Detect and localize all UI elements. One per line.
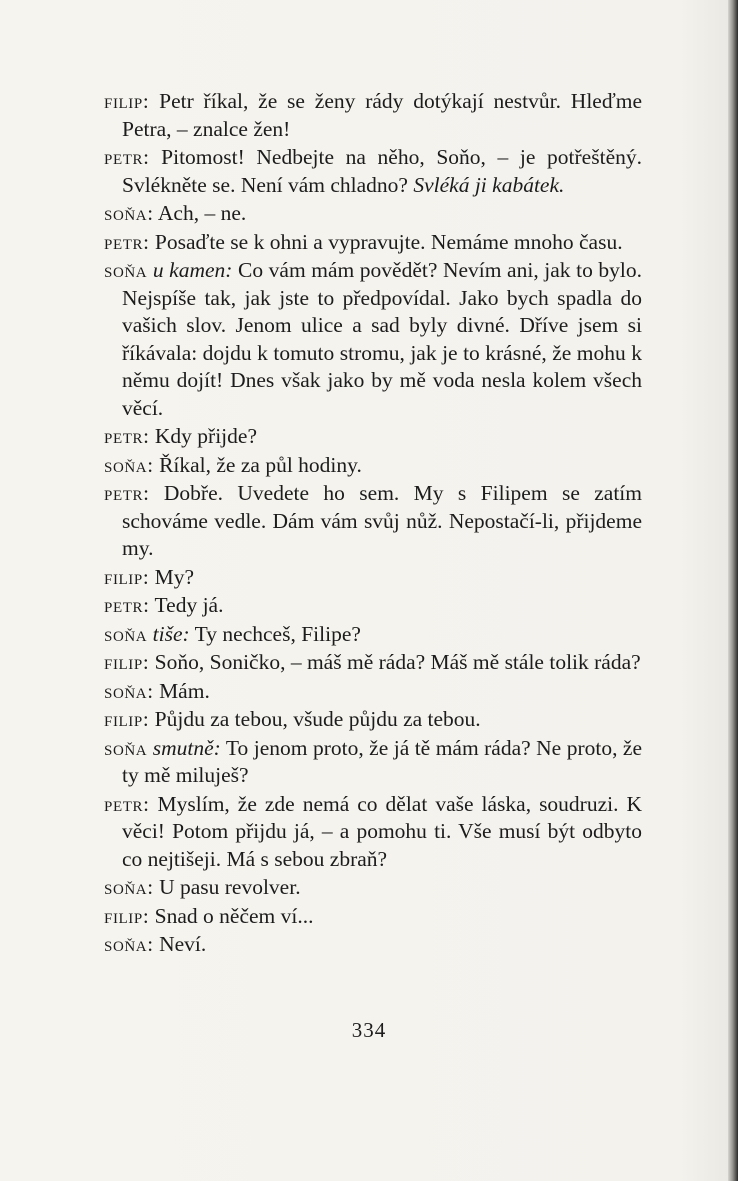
- line-text: To jenom proto, že já tě mám ráda? Ne proto, že ty mě miluješ?: [122, 735, 643, 787]
- dialogue-line: [104, 706, 642, 734]
- dialogue-line: [104, 257, 642, 422]
- line-text: Co vám mám povědět? Nevím ani, jak to bylo. Nejspíše tak, jak jste to předpovídal. Jako bych spadla do vašich slov. Jenom ulice a sad byly divné. Dříve jsem si říkávala: dojdu k tomuto stromu, jak je to krásné, že mohu k němu dojít! Dnes však jako by mě voda nesla kolem všech věcí.: [122, 258, 642, 420]
- line-text: Petr říkal, že se ženy rády dotýkají nestvůr. Hleďme Petra, – znalce žen!: [122, 89, 643, 141]
- line-text: Tedy já.: [154, 593, 224, 617]
- speaker-name: filip:: [104, 89, 150, 113]
- stage-direction: tiše:: [152, 621, 190, 646]
- line-text: Říkal, že za půl hodiny.: [159, 452, 362, 477]
- line-text: U pasu revolver.: [159, 875, 301, 899]
- dialogue-line: [104, 903, 642, 931]
- dialogue-line: [104, 229, 642, 257]
- speaker-name: filip:: [104, 650, 150, 674]
- line-text: Posaďte se k ohni a vypravujte. Nemáme mnoho času.: [154, 229, 623, 254]
- dialogue-line: [104, 791, 642, 874]
- speaker-name: soňa:: [104, 201, 154, 225]
- dialogue-line: [104, 931, 642, 959]
- speaker-name: filip:: [104, 903, 150, 928]
- line-text: Snad o něčem ví...: [154, 903, 314, 928]
- line-text: Myslím, že zde nemá co dělat vaše láska, soudruzi. K věci! Potom přijdu já, – a pomohu ti. Vše musí být odbyto co nejtišeji. Má s sebou zbraň?: [122, 791, 643, 871]
- speaker-name: petr:: [104, 481, 150, 505]
- line-text: Půjdu za tebou, všude půjdu za tebou.: [154, 707, 481, 731]
- speaker-name: filip:: [104, 707, 150, 731]
- line-text: Neví.: [159, 932, 207, 956]
- dialogue-line: [104, 200, 642, 228]
- line-text: Ach, – ne.: [157, 201, 247, 225]
- speaker-name: filip:: [104, 564, 150, 589]
- dialogue-line: [104, 423, 642, 451]
- speaker-name: petr:: [104, 593, 150, 617]
- line-text: My?: [154, 564, 195, 589]
- dialogue-line: [104, 678, 642, 706]
- dialogue-line: [104, 144, 642, 199]
- dialogue-line: [104, 480, 642, 563]
- dialogue-line: [104, 452, 642, 480]
- line-text: Kdy přijde?: [154, 424, 257, 448]
- line-text: Soňo, Soničko, – máš mě ráda? Máš mě stále tolik ráda?: [154, 650, 641, 674]
- dialogue-line: [104, 874, 642, 902]
- stage-direction: smutně:: [152, 735, 221, 760]
- speaker-name: petr:: [104, 791, 150, 816]
- dialogue-line: [104, 564, 642, 592]
- line-text: Mám.: [159, 678, 210, 703]
- speaker-name: petr:: [104, 229, 150, 254]
- speaker-name: soňa: [104, 258, 148, 282]
- speaker-name: petr:: [104, 145, 150, 169]
- speaker-name: soňa:: [104, 678, 154, 703]
- stage-direction: u kamen:: [152, 258, 233, 282]
- speaker-name: soňa:: [104, 932, 154, 956]
- dialogue-text: [104, 88, 642, 960]
- line-text: Pitomost! Nedbejte na něho, Soňo, – je potřeštěný. Svlékněte se. Není vám chladno?: [122, 145, 642, 197]
- page-number: 334: [351, 1018, 387, 1042]
- speaker-name: soňa:: [104, 875, 154, 899]
- speaker-name: soňa: [104, 735, 148, 760]
- line-text: Dobře. Uvedete ho sem. My s Filipem se zatím schováme vedle. Dám vám svůj nůž. Nepostačí-li, přijdeme my.: [122, 481, 642, 560]
- speaker-name: soňa:: [104, 452, 154, 477]
- dialogue-line: [104, 649, 642, 677]
- dialogue-line: [104, 88, 642, 143]
- dialogue-line: [104, 592, 642, 620]
- line-text: Ty nechceš, Filipe?: [194, 621, 361, 646]
- stage-direction: Svléká ji kabátek.: [413, 172, 565, 197]
- page-edge-shadow: [728, 0, 738, 1181]
- speaker-name: soňa: [104, 621, 148, 646]
- speaker-name: petr:: [104, 424, 150, 448]
- dialogue-line: [104, 735, 642, 790]
- dialogue-line: [104, 621, 642, 649]
